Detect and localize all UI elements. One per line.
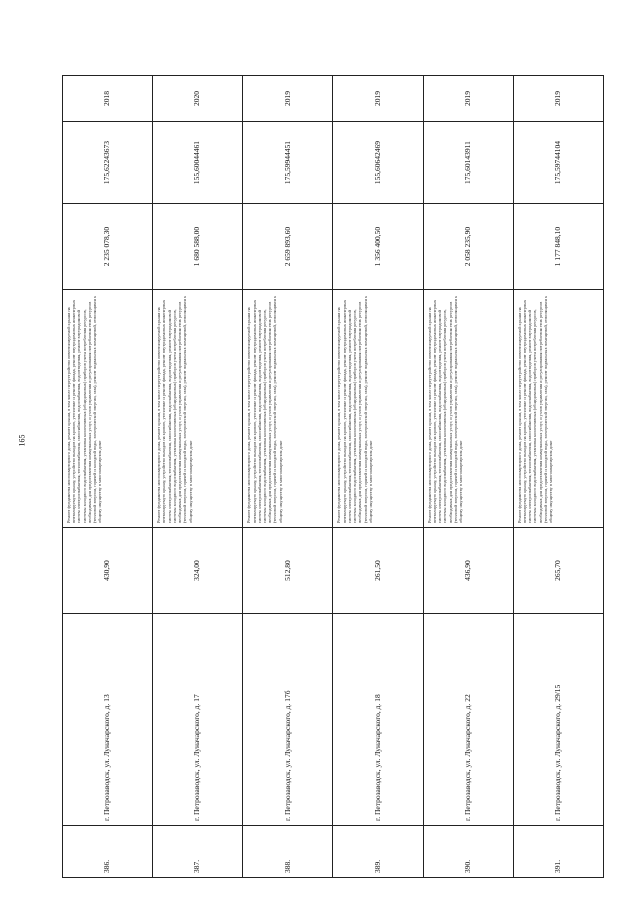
row-address: г. Петрозаводск, ул. Луначарского, д. 22 [423,614,513,826]
table-body [63,76,604,878]
row-works: Ремонт фундамента многоквартирного дома, ремонт крыши, в том числе переустройство невентилируемой крыши на вентилируемую крышу, устройство выходов на кровлю, утепление и ремонт фасада, ремонт внутридомовых инженерных систем электроснабжения, теплоснабжения, газоснабжения, водоснабжения, водоотведения, ремонт внутридомовой системы холодного водоснабжения, установка коллективных (общедомовых) приборов учета потребления ресурсов, необходимых для предоставления коммунальных услуг, и узлов управления и регулирования потребления этих ресурсов (тепловой энергии, горячей и холодной воды, электрической энергии, газа), ремонт подвальных помещений, относящихся к общему имуществу в многоквартирном доме [153,290,243,528]
row-year: 2019 [243,76,333,122]
row-unit-cost: 175,62243673 [63,122,153,204]
table-row [333,76,423,878]
row-unit-cost: 175,59944451 [243,122,333,204]
row-address: г. Петрозаводск, ул. Луначарского, д. 13 [63,614,153,826]
row-works: Ремонт фундамента многоквартирного дома, ремонт крыши, в том числе переустройство невентилируемой крыши на вентилируемую крышу, устройство выходов на кровлю, утепление и ремонт фасада, ремонт внутридомовых инженерных систем электроснабжения, теплоснабжения, газоснабжения, водоснабжения, водоотведения, ремонт внутридомовой системы холодного водоснабжения, установка коллективных (общедомовых) приборов учета потребления ресурсов, необходимых для предоставления коммунальных услуг, и узлов управления и регулирования потребления этих ресурсов (тепловой энергии, горячей и холодной воды, электрической энергии, газа), ремонт подвальных помещений, относящихся к общему имуществу в многоквартирном доме [423,290,513,528]
row-works: Ремонт фундамента многоквартирного дома, ремонт крыши, в том числе переустройство невентилируемой крыши на вентилируемую крышу, устройство выходов на кровлю, утепление и ремонт фасада, ремонт внутридомовых инженерных систем электроснабжения, теплоснабжения, газоснабжения, водоснабжения, водоотведения, ремонт внутридомовой системы холодного водоснабжения, установка коллективных (общедомовых) приборов учета потребления ресурсов, необходимых для предоставления коммунальных услуг, и узлов управления и регулирования потребления этих ресурсов (тепловой энергии, горячей и холодной воды, электрической энергии, газа), ремонт подвальных помещений, относящихся к общему имуществу в многоквартирном доме [333,290,423,528]
row-number: 390. [423,826,513,878]
table-stage [62,76,604,878]
row-address: г. Петрозаводск, ул. Луначарского, д. 17 [153,614,243,826]
row-year: 2019 [333,76,423,122]
table-row [153,76,243,878]
repair-program-table [62,75,604,878]
row-number: 391. [513,826,603,878]
row-number: 386. [63,826,153,878]
table-row [423,76,513,878]
row-area: 261,50 [333,528,423,614]
row-works: Ремонт фундамента многоквартирного дома, ремонт крыши, в том числе переустройство невентилируемой крыши на вентилируемую крышу, устройство выходов на кровлю, утепление и ремонт фасада, ремонт внутридомовых инженерных систем электроснабжения, теплоснабжения, газоснабжения, водоснабжения, водоотведения, ремонт внутридомовой системы холодного водоснабжения, установка коллективных (общедомовых) приборов учета потребления ресурсов, необходимых для предоставления коммунальных услуг, и узлов управления и регулирования потребления этих ресурсов (тепловой энергии, горячей и холодной воды, электрической энергии, газа), ремонт подвальных помещений, относящихся к общему имуществу в многоквартирном доме [63,290,153,528]
page-number: 165 [17,434,27,447]
row-number: 389. [333,826,423,878]
row-unit-cost: 155,60044461 [153,122,243,204]
row-cost: 1 177 848,10 [513,204,603,290]
row-area: 430,90 [63,528,153,614]
row-cost: 1 680 588,00 [153,204,243,290]
row-area: 324,00 [153,528,243,614]
row-year: 2018 [63,76,153,122]
row-cost: 1 356 400,50 [333,204,423,290]
rotated-table-wrapper [62,76,604,878]
row-cost: 2 659 893,60 [243,204,333,290]
row-address: г. Петрозаводск, ул. Луначарского, д. 29/15 [513,614,603,826]
row-address: г. Петрозаводск, ул. Луначарского, д. 18 [333,614,423,826]
row-unit-cost: 175,60143911 [423,122,513,204]
row-works: Ремонт фундамента многоквартирного дома, ремонт крыши, в том числе переустройство невентилируемой крыши на вентилируемую крышу, устройство выходов на кровлю, утепление и ремонт фасада, ремонт внутридомовых инженерных систем электроснабжения, теплоснабжения, газоснабжения, водоснабжения, водоотведения, ремонт внутридомовой системы холодного водоснабжения, установка коллективных (общедомовых) приборов учета потребления ресурсов, необходимых для предоставления коммунальных услуг, и узлов управления и регулирования потребления этих ресурсов (тепловой энергии, горячей и холодной воды, электрической энергии, газа), ремонт подвальных помещений, относящихся к общему имуществу в многоквартирном доме [513,290,603,528]
row-cost: 2 235 078,30 [63,204,153,290]
row-year: 2019 [513,76,603,122]
row-area: 512,80 [243,528,333,614]
row-area: 436,90 [423,528,513,614]
row-number: 387. [153,826,243,878]
row-year: 2020 [153,76,243,122]
row-works: Ремонт фундамента многоквартирного дома, ремонт крыши, в том числе переустройство невентилируемой крыши на вентилируемую крышу, устройство выходов на кровлю, утепление и ремонт фасада, ремонт внутридомовых инженерных систем электроснабжения, теплоснабжения, газоснабжения, водоснабжения, водоотведения, ремонт внутридомовой системы холодного водоснабжения, установка коллективных (общедомовых) приборов учета потребления ресурсов, необходимых для предоставления коммунальных услуг, и узлов управления и регулирования потребления этих ресурсов (тепловой энергии, горячей и холодной воды, электрической энергии, газа), ремонт подвальных помещений, относящихся к общему имуществу в многоквартирном доме [243,290,333,528]
table-row [63,76,153,878]
row-area: 265,70 [513,528,603,614]
row-unit-cost: 155,60642469 [333,122,423,204]
row-unit-cost: 175,59744104 [513,122,603,204]
row-cost: 2 058 235,90 [423,204,513,290]
row-year: 2019 [423,76,513,122]
table-row [513,76,603,878]
row-address: г. Петрозаводск, ул. Луначарского, д. 17б [243,614,333,826]
table-row [243,76,333,878]
row-number: 388. [243,826,333,878]
